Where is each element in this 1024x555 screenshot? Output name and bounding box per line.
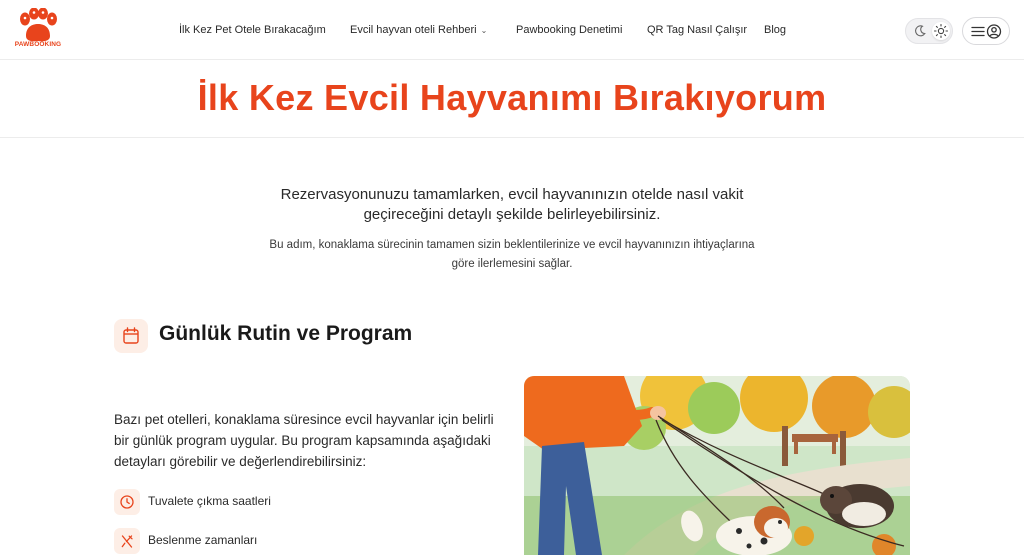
calendar-icon xyxy=(114,319,148,353)
site-header xyxy=(0,0,1024,60)
nav-item-label: Evcil hayvan oteli Rehberi xyxy=(350,24,477,36)
nav-item-label: QR Tag Nasıl Çalışır xyxy=(647,24,748,36)
chevron-down-icon: ⌄ xyxy=(480,26,488,35)
nav-item-label: Blog xyxy=(764,24,787,36)
hero-banner xyxy=(0,60,1024,138)
nav-item-label: İlk Kez Pet Otele Bırakacağım xyxy=(179,24,326,36)
list-item xyxy=(114,528,494,554)
nav-item-first-time[interactable] xyxy=(179,22,326,38)
theme-toggle[interactable] xyxy=(905,18,953,44)
clock-icon xyxy=(114,489,140,515)
nav-item-inspection[interactable] xyxy=(516,22,622,38)
dog-walking-illustration xyxy=(524,376,910,555)
list-item-label: Beslenme zamanları xyxy=(148,533,258,547)
user-icon xyxy=(988,25,1001,38)
nav-item-qr-tag[interactable] xyxy=(647,22,747,38)
hamburger-icon xyxy=(972,28,984,36)
list-item xyxy=(114,489,494,515)
page-title: İlk Kez Evcil Hayvanımı Bırakıyorum xyxy=(197,77,827,118)
list-item-label: Tuvalete çıkma saatleri xyxy=(148,494,271,508)
fork-knife-icon xyxy=(114,528,140,554)
nav-item-label: Pawbooking Denetimi xyxy=(516,24,623,36)
brand-name: PAWBOOKING xyxy=(14,41,62,48)
nav-item-blog[interactable] xyxy=(764,22,786,38)
moon-icon[interactable] xyxy=(912,23,928,39)
section-body: Bazı pet otelleri, konaklama süresince evcil hayvanlar için belirli bir günlük program uygular. Bu program kapsamında aşağıdaki detayları görebilir ve değerlendirebilirsiniz: xyxy=(114,412,494,469)
main-nav xyxy=(0,22,1024,40)
intro-sub: Bu adım, konaklama sürecinin tamamen sizin beklentilerinize ve evcil hayvanınızın ihtiyaçlarına göre ilerlemesini sağlar. xyxy=(269,239,755,270)
nav-item-guide[interactable] xyxy=(350,22,487,39)
section-title: Günlük Rutin ve Program xyxy=(159,322,413,345)
sun-icon[interactable] xyxy=(932,22,950,40)
intro-lead: Rezervasyonunuzu tamamlarken, evcil hayvanınızın otelde nasıl vakit geçireceğini detaylı şekilde belirleyebilirsiniz. xyxy=(280,186,744,223)
account-menu-button[interactable] xyxy=(962,17,1010,45)
